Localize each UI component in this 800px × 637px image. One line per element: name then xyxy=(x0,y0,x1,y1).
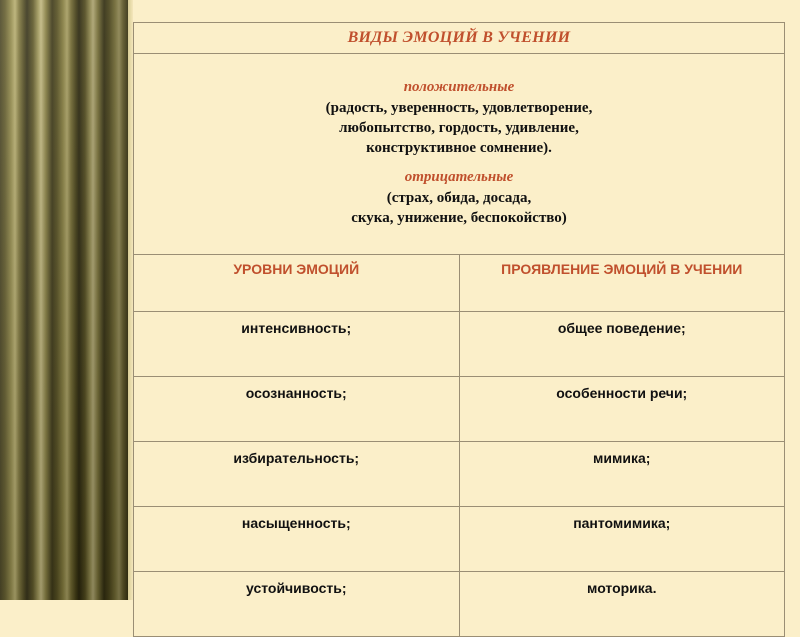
negative-line: скука, унижение, беспокойство) xyxy=(351,210,567,226)
negative-list xyxy=(140,188,778,228)
negative-line: (страх, обида, досада, xyxy=(386,190,532,206)
positive-list xyxy=(140,98,778,158)
positive-line: (радость, уверенность, удовлетворение, xyxy=(325,100,593,116)
positive-line: любопытство, гордость, удивление, xyxy=(339,120,579,136)
table-row xyxy=(134,312,785,377)
level-cell: интенсивность; xyxy=(134,312,460,377)
manifestation-cell: общее поведение; xyxy=(459,312,785,377)
column-header-row xyxy=(134,255,785,312)
table-row xyxy=(134,442,785,507)
title-row xyxy=(134,23,785,54)
table-row xyxy=(134,377,785,442)
stripe-shading xyxy=(0,0,128,600)
manifestation-cell: моторика. xyxy=(459,572,785,637)
positive-label: положительные xyxy=(403,79,515,95)
manifestation-cell: пантомимика; xyxy=(459,507,785,572)
table-title: ВИДЫ ЭМОЦИЙ В УЧЕНИИ xyxy=(134,23,785,54)
emotion-types-cell xyxy=(134,54,785,255)
table-row xyxy=(134,572,785,637)
level-cell: избирательность; xyxy=(134,442,460,507)
manifestation-column-header: ПРОЯВЛЕНИЕ ЭМОЦИЙ В УЧЕНИИ xyxy=(459,255,785,312)
emotion-types-row xyxy=(134,54,785,255)
levels-column-header: УРОВНИ ЭМОЦИЙ xyxy=(134,255,460,312)
level-cell: устойчивость; xyxy=(134,572,460,637)
emotions-table xyxy=(133,22,785,637)
manifestation-cell: мимика; xyxy=(459,442,785,507)
table-row xyxy=(134,507,785,572)
positive-line: конструктивное сомнение). xyxy=(366,140,552,156)
level-cell: осознанность; xyxy=(134,377,460,442)
negative-label: отрицательные xyxy=(404,169,514,185)
manifestation-cell: особенности речи; xyxy=(459,377,785,442)
level-cell: насыщенность; xyxy=(134,507,460,572)
